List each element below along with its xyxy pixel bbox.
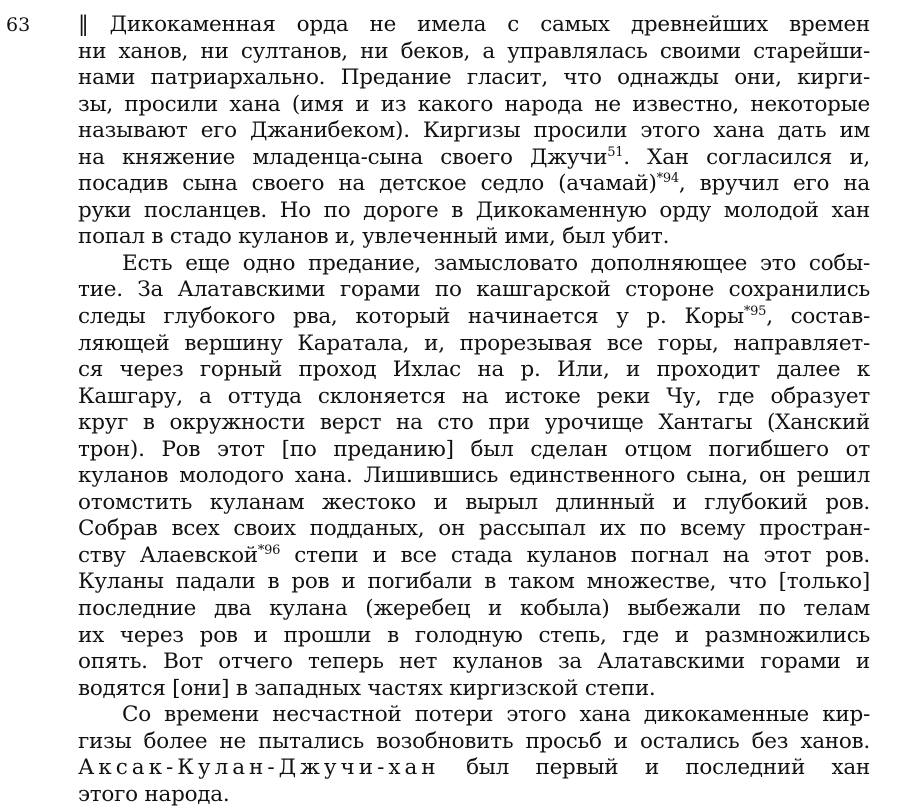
text-line: ляющей вершину Каратала, и, прорезывая все горы, направляет-	[78, 330, 870, 356]
text-line: трон). Ров этот [по преданию] был сделан отцом погибшего от	[78, 436, 870, 462]
text-line: зы, просили хана (имя и из какого народа не известно, некоторые	[78, 91, 870, 117]
text-line	[78, 755, 870, 782]
text-line: нами патриархально. Предание гласит, что однажды они, кирги-	[78, 65, 870, 91]
text-line: попал в стадо куланов и, увлеченный ими, был убит.	[78, 224, 670, 250]
text-line	[78, 543, 870, 570]
text-fragment: на княжение младенца-сына своего Джучи	[78, 144, 608, 170]
footnote-ref: *96	[257, 542, 281, 558]
text-line: тие. За Алатавскими горами по кашгарской стороне сохранились	[78, 277, 870, 303]
text-fragment: следы глубокого рва, который начинается у р. Коры	[78, 304, 744, 330]
text-line: последние два кулана (жеребец и кобыла) выбежали по телам	[78, 596, 870, 622]
text-fragment: , состав-	[766, 304, 870, 330]
document-body	[78, 12, 870, 808]
text-line: отомстить куланам жестоко и вырыл длинный и глубокий ров.	[78, 489, 870, 515]
text-line: руки посланцев. Но по дороге в Дикокаменную орду молодой хан	[78, 197, 870, 223]
footnote-ref: *94	[656, 171, 679, 187]
emphasized-name: Аксак-Кулан-Джучи-хан	[78, 755, 440, 781]
text-fragment: был первый и последний хан	[439, 755, 870, 781]
text-line	[78, 145, 870, 172]
text-line: куланов молодого хана. Лишившись единственного сына, он решил	[78, 463, 870, 489]
text-fragment: . Хан согласился и,	[623, 144, 870, 170]
text-line	[78, 171, 870, 198]
footnote-ref: *95	[743, 303, 767, 319]
text-line: Кашгару, а оттуда склоняется на истоке реки Чу, где образует	[78, 383, 870, 409]
text-fragment: посадив сына своего на детское седло (ачамай)	[78, 171, 657, 197]
text-line: Есть еще одно предание, замысловато дополняющее это собы-	[122, 250, 870, 276]
text-fragment: степи и все стада куланов погнал на этот ров.	[280, 542, 870, 568]
text-fragment: , вручил его на	[678, 171, 871, 197]
text-line: этого народа.	[78, 781, 230, 807]
text-line: их через ров и прошли в голодную степь, где и размножились	[78, 622, 870, 648]
text-line: Со времени несчастной потери этого хана дикокаменные кир-	[122, 702, 870, 728]
text-line: ‖ Дикокаменная орда не имела с самых древнейших времен	[78, 12, 870, 37]
text-line: гизы более не пытались возобновить просьб и остались без ханов.	[78, 728, 870, 754]
text-line: водятся [они] в западных частях киргизской степи.	[78, 675, 656, 701]
page-number: 63	[6, 14, 31, 36]
text-line: опять. Вот отчего теперь нет куланов за Алатавскими горами и	[78, 649, 870, 675]
text-line: Собрав всех своих подданых, он рассыпал их по всему простран-	[78, 516, 870, 542]
text-fragment: ству Алаевской	[78, 542, 258, 568]
text-line: ни ханов, ни султанов, ни беков, а управлялась своими старейши-	[78, 38, 870, 64]
text-line	[78, 304, 870, 331]
footnote-ref: 51	[607, 144, 624, 160]
text-line: называют его Джанибеком). Киргизы просили этого хана дать им	[78, 118, 870, 144]
text-line: ся через горный проход Ихлас на р. Или, и проходит далее к	[78, 357, 870, 383]
text-line: круг в окружности верст на сто при урочище Хантагы (Ханский	[78, 410, 870, 436]
text-line: Куланы падали в ров и погибали в таком множестве, что [только]	[78, 569, 870, 595]
